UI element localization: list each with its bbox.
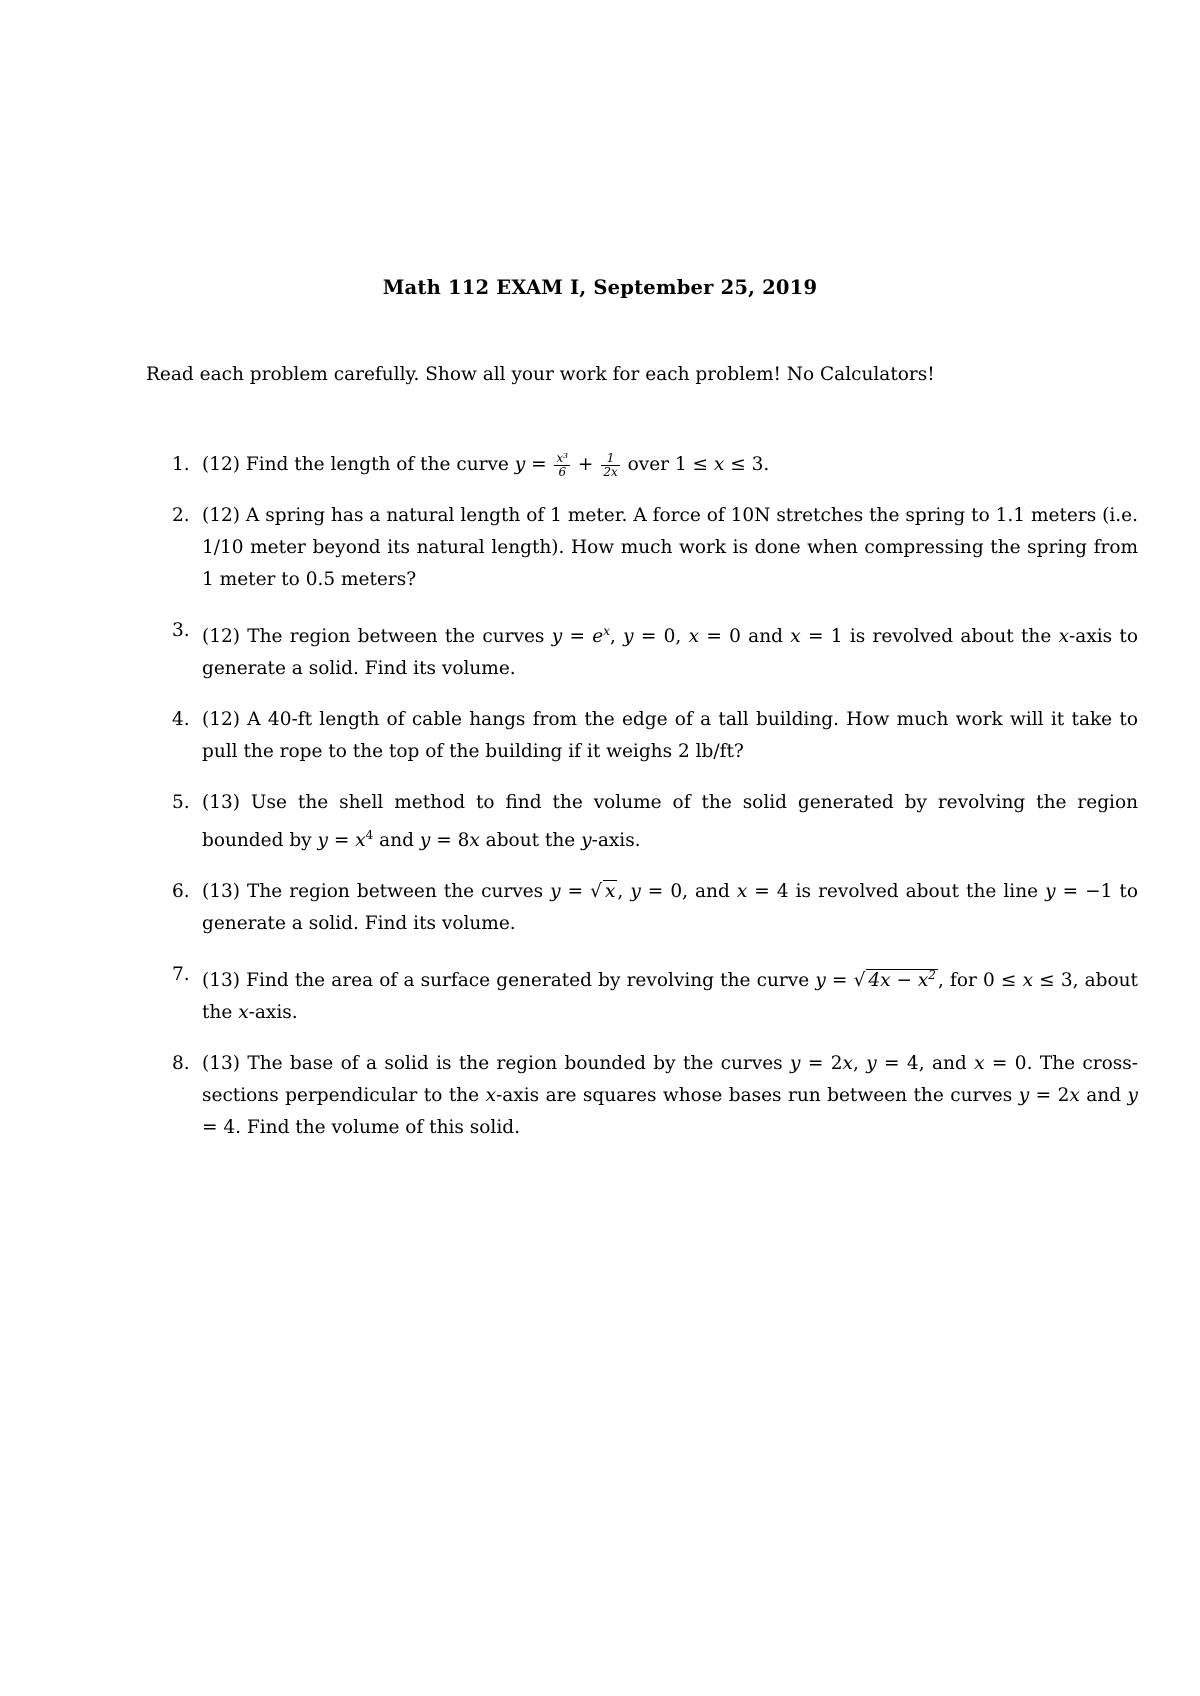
problem-text: , — [852, 1053, 867, 1075]
math-var: x — [469, 830, 480, 852]
problem-text: Find the length of the curve — [245, 454, 515, 475]
problem-points: (13) — [202, 1053, 240, 1075]
radicand-expression: 4x − x — [868, 970, 929, 992]
fraction-1-over-2x — [601, 452, 619, 479]
fraction-numerator: x³ — [556, 450, 569, 465]
math-var: y — [550, 881, 561, 903]
problem-text: = 2 — [1029, 1085, 1070, 1107]
math-var: x — [1069, 1085, 1080, 1107]
problem-text: over 1 ≤ — [621, 454, 714, 475]
problem-text: = — [525, 454, 553, 475]
math-var: x — [1022, 970, 1033, 992]
math-var: y — [630, 881, 641, 903]
fraction-numerator: 1 — [601, 452, 619, 466]
problem-number: 4. — [172, 709, 190, 731]
math-var: x — [688, 626, 700, 648]
problem-text: about the — [479, 830, 582, 852]
radicand — [866, 969, 938, 991]
problem-number: 7. — [172, 964, 190, 986]
math-expression: y = x — [317, 830, 366, 852]
problem-1 — [146, 449, 1138, 481]
math-var: x — [713, 454, 725, 475]
problem-text: Use the shell method to find the volume of the solid generated by revolving the region bounded by — [202, 792, 1138, 852]
fraction-x3-over-6 — [554, 452, 570, 479]
problem-text: = — [560, 881, 591, 903]
math-exponent: x — [603, 624, 610, 638]
problem-text: The base of a solid is the region bounded by the curves — [247, 1053, 791, 1075]
problem-text: -axis. — [248, 1002, 298, 1024]
math-var: y — [815, 970, 826, 992]
problem-text: and — [373, 830, 420, 852]
radical-sign: √ — [853, 970, 866, 992]
problem-number: 8. — [172, 1053, 190, 1075]
problem-text: = 0, — [633, 626, 689, 648]
problem-6 — [146, 876, 1138, 940]
math-var: y — [1127, 1085, 1138, 1107]
math-var: y — [581, 830, 592, 852]
problem-number: 3. — [172, 620, 190, 641]
radical-sign: √ — [590, 881, 602, 903]
problem-points: (12) — [202, 505, 240, 526]
problem-text: A 40-ft length of cable hangs from the edge of a tall building. How much work will it take to pull the rope to the top of the building if it weighs 2 lb/ft? — [202, 709, 1138, 763]
problem-text: = 8 — [430, 830, 470, 852]
square-root — [590, 876, 617, 908]
problem-text: = 4, and — [876, 1053, 975, 1075]
problem-text: = 4. Find the volume of this solid. — [202, 1117, 520, 1139]
problem-text: = 4 is revolved about the line — [747, 881, 1046, 903]
problem-text: = 1 is revolved about the — [800, 626, 1059, 648]
math-var: y — [1018, 1085, 1030, 1107]
problem-points: (12) — [202, 454, 240, 475]
math-expression: y = e — [551, 626, 604, 648]
problem-text: = 0. The cross-sections perpendicular to the — [202, 1053, 1138, 1107]
math-var: y — [866, 1053, 877, 1075]
problem-text: + — [572, 454, 600, 475]
math-var: x — [790, 626, 801, 648]
math-var: x — [238, 1002, 249, 1024]
math-var: y — [419, 830, 431, 852]
problem-text: ≤ 3. — [724, 454, 770, 475]
problem-text: = −1 to generate a solid. Find its volume. — [202, 881, 1138, 935]
problem-text: = — [825, 970, 854, 992]
math-var: x — [736, 881, 748, 903]
fraction-denominator: 6 — [558, 464, 567, 479]
problem-5 — [146, 787, 1138, 857]
problem-3 — [146, 615, 1138, 685]
problem-list — [146, 449, 1138, 1163]
math-var: x — [842, 1053, 853, 1075]
math-exponent: 2 — [928, 968, 936, 983]
exam-title: Math 112 EXAM I, September 25, 2019 — [382, 276, 818, 299]
radicand: x — [604, 881, 616, 903]
problem-text: -axis. — [591, 830, 641, 852]
exam-instructions: Read each problem carefully. Show all your work for each problem! No Calculators! — [146, 364, 935, 385]
problem-text: and — [1079, 1085, 1128, 1107]
problem-text: , — [617, 881, 631, 903]
problem-text: = 0 and — [699, 626, 791, 648]
problem-number: 2. — [172, 505, 190, 526]
problem-text: Find the area of a surface generated by revolving the curve — [246, 970, 816, 992]
problem-text: -axis are squares whose bases run between the curves — [496, 1085, 1019, 1107]
problem-number: 6. — [172, 881, 190, 903]
math-var: x — [1058, 626, 1070, 648]
math-exponent: 4 — [365, 828, 374, 843]
problem-points: (13) — [202, 881, 240, 903]
problem-4 — [146, 704, 1138, 768]
problem-points: (13) — [202, 970, 240, 992]
problem-points: (13) — [202, 792, 240, 814]
math-var: y — [1045, 881, 1056, 903]
problem-text: The region between the curves — [247, 626, 552, 648]
problem-text: , for 0 ≤ — [937, 970, 1023, 992]
problem-points: (12) — [202, 626, 240, 648]
problem-2 — [146, 500, 1138, 596]
fraction-denominator: 2x — [603, 464, 618, 479]
problem-number: 5. — [172, 792, 190, 814]
math-var: x — [485, 1085, 497, 1107]
math-var: y — [623, 626, 634, 648]
problem-text: = 0, and — [640, 881, 737, 903]
math-var: y — [790, 1053, 801, 1075]
problem-text: ≤ 3, about the — [202, 970, 1138, 1024]
problem-number: 1. — [172, 454, 190, 475]
problem-points: (12) — [202, 709, 240, 731]
math-var: x — [974, 1053, 985, 1075]
problem-text: A spring has a natural length of 1 meter. A force of 10N stretches the spring to 1.1 meters (i.e. 1/10 meter beyond its natural length). How much work is done when compressing the spring from 1 meter to 0.5 meters? — [202, 505, 1138, 590]
problem-7 — [146, 959, 1138, 1029]
problem-8 — [146, 1048, 1138, 1144]
problem-text: = 2 — [800, 1053, 843, 1075]
square-root — [854, 959, 938, 997]
problem-text: The region between the curves — [247, 881, 551, 903]
problem-text: -axis to generate a solid. Find its volume. — [202, 626, 1138, 680]
problem-text: , — [609, 626, 624, 648]
math-var: y — [514, 454, 526, 475]
